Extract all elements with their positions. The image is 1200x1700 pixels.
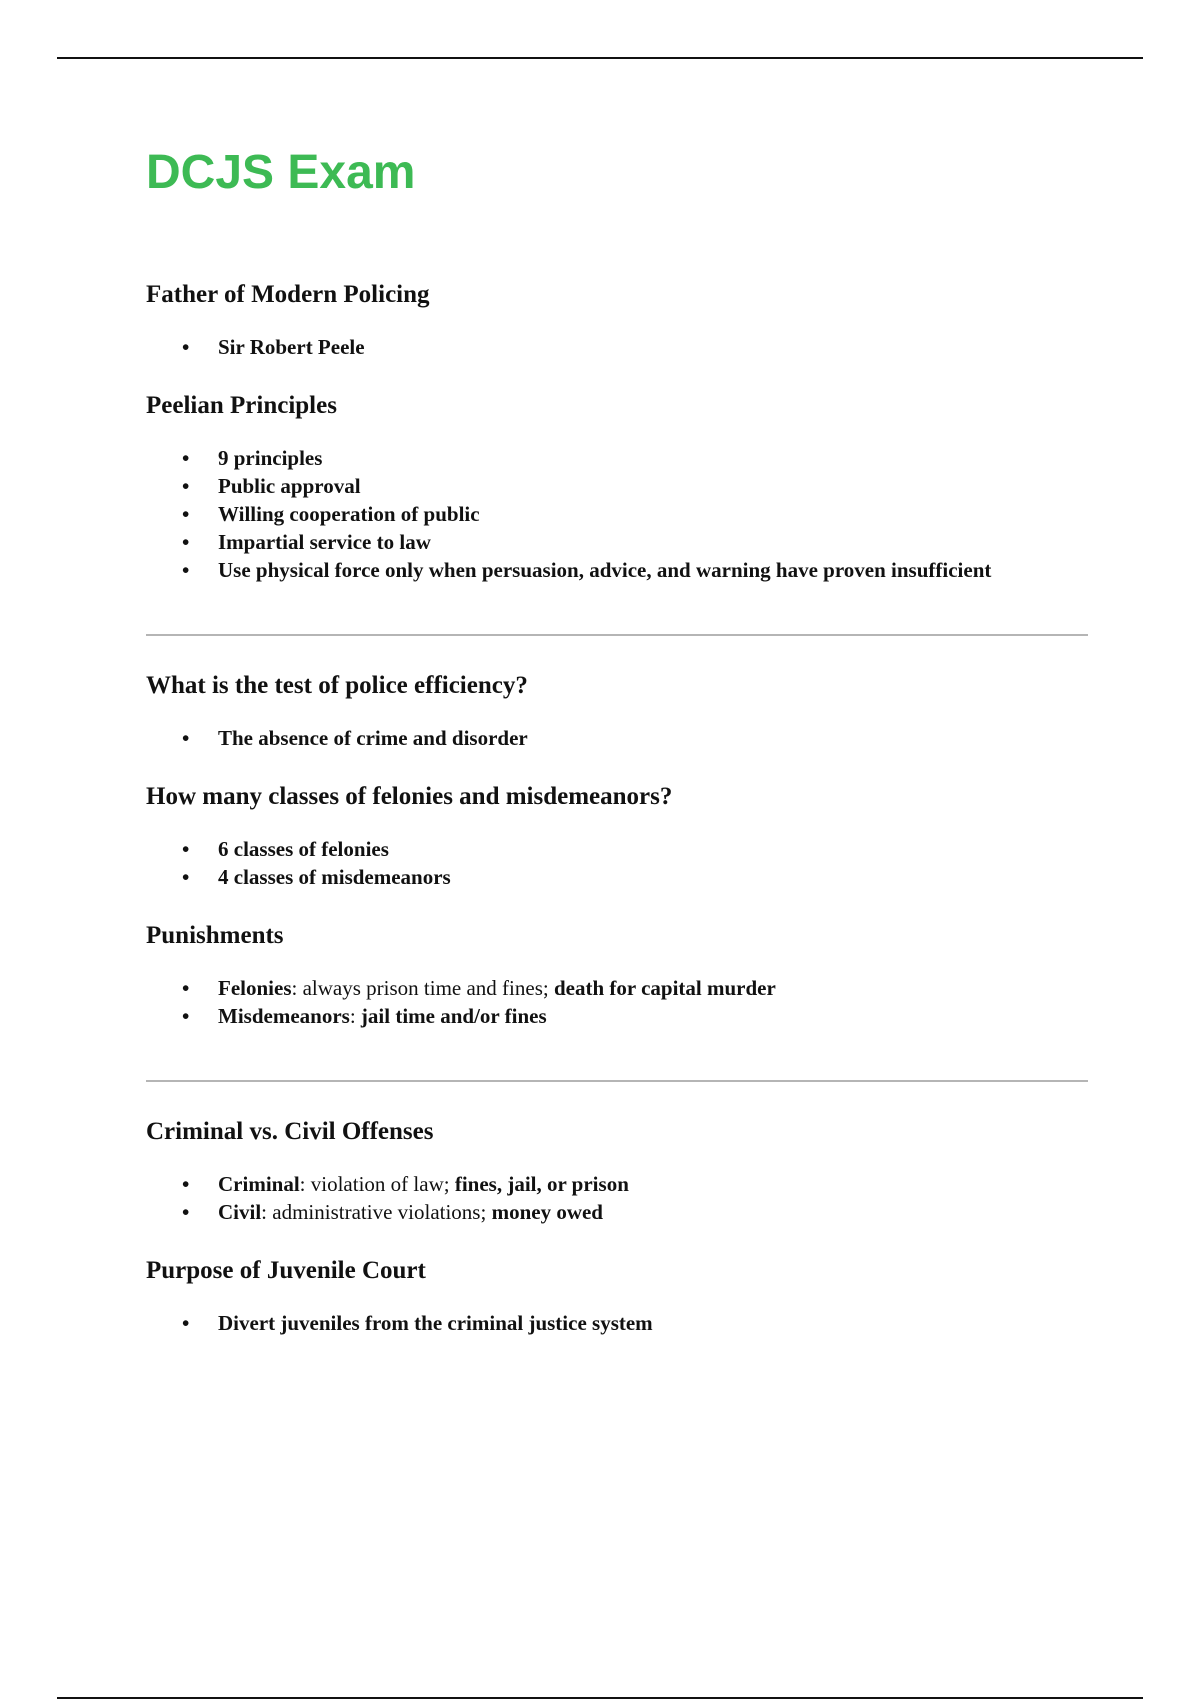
list-peelian-principles: [146, 444, 1090, 584]
list-item: • 4 classes of misdemeanors: [146, 863, 1090, 891]
heading-classes-of-felonies: How many classes of felonies and misdemeanors?: [146, 783, 673, 810]
list-criminal-vs-civil: [146, 1170, 1090, 1226]
term-label: Misdemeanors: [218, 1004, 350, 1028]
list-item: • Use physical force only when persuasion, advice, and warning have proven insufficient: [146, 556, 1090, 584]
list-item: [146, 1002, 1090, 1030]
list-item: • 6 classes of felonies: [146, 835, 1090, 863]
term-separator: :: [349, 1004, 356, 1028]
term-label: Civil: [218, 1200, 262, 1224]
list-item: • Sir Robert Peele: [146, 333, 1090, 361]
list-item: • Willing cooperation of public: [146, 500, 1090, 528]
document-body: [146, 140, 1090, 1337]
page-top-rule: [57, 57, 1143, 59]
list-item: • The absence of crime and disorder: [146, 724, 1090, 752]
heading-criminal-vs-civil: Criminal vs. Civil Offenses: [146, 1118, 434, 1145]
page-bottom-rule: [57, 1697, 1143, 1699]
term-label: Felonies: [218, 976, 292, 1000]
term-emphasis: jail time and/or fines: [360, 1004, 547, 1028]
list-item: [146, 974, 1090, 1002]
heading-peelian-principles: Peelian Principles: [146, 392, 337, 419]
list-purpose-of-juvenile-court: [146, 1309, 1090, 1337]
term-description: violation of law;: [305, 1172, 455, 1196]
term-separator: :: [291, 976, 298, 1000]
list-punishments: [146, 974, 1090, 1030]
term-description: administrative violations;: [267, 1200, 492, 1224]
list-item: [146, 1170, 1090, 1198]
list-father-of-modern-policing: [146, 333, 1090, 361]
list-test-of-police-efficiency: [146, 724, 1090, 752]
list-item: • 9 principles: [146, 444, 1090, 472]
term-emphasis: death for capital murder: [553, 976, 776, 1000]
term-label: Criminal: [218, 1172, 300, 1196]
term-separator: :: [261, 1200, 268, 1224]
term-separator: :: [299, 1172, 306, 1196]
list-item: • Public approval: [146, 472, 1090, 500]
list-item: [146, 1198, 1090, 1226]
term-emphasis: fines, jail, or prison: [454, 1172, 629, 1196]
list-item: • Impartial service to law: [146, 528, 1090, 556]
document-title: DCJS Exam: [146, 146, 416, 199]
list-item: • Divert juveniles from the criminal justice system: [146, 1309, 1090, 1337]
heading-father-of-modern-policing: Father of Modern Policing: [146, 281, 430, 308]
heading-test-of-police-efficiency: What is the test of police efficiency?: [146, 672, 528, 699]
heading-punishments: Punishments: [146, 922, 284, 949]
heading-purpose-of-juvenile-court: Purpose of Juvenile Court: [146, 1257, 426, 1284]
term-emphasis: money owed: [491, 1200, 603, 1224]
list-classes-of-felonies: [146, 835, 1090, 891]
term-description: always prison time and fines;: [297, 976, 554, 1000]
